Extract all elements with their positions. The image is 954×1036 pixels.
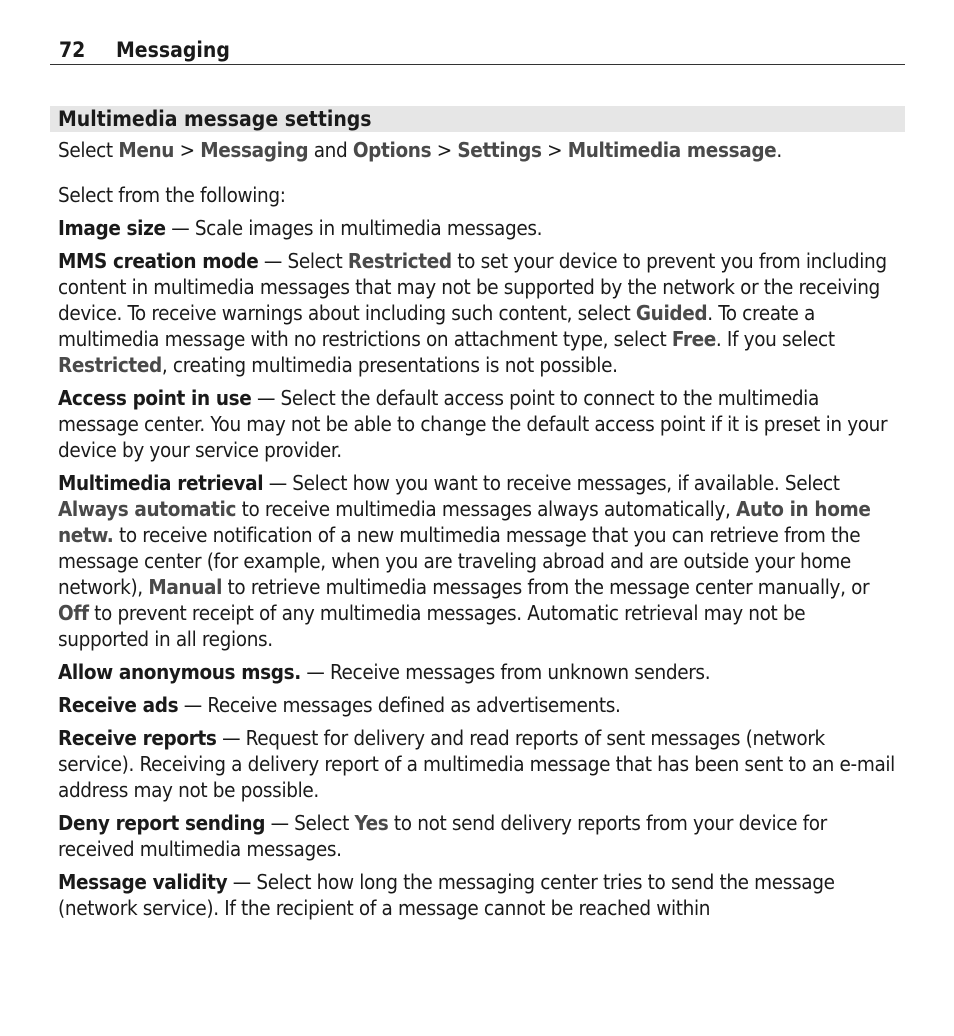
option-restricted: Restricted [58,353,162,377]
setting-receive-reports: Receive reports — Request for delivery and read reports of sent messages (network service). Receiving a delivery report of a multimedia message that has been sent to an e-mail address may not be possible. [58,726,895,802]
setting-term: Receive ads [58,693,179,717]
setting-message-validity: Message validity — Select how long the messaging center tries to send the message (network service). If the recipient of a message cannot be reached within [58,870,835,920]
setting-access-point: Access point in use — Select the default access point to connect to the multimedia message center. You may not be able to change the default access point if it is preset in your device by your service provider. [58,386,888,462]
option-guided: Guided [635,301,708,325]
setting-allow-anonymous: Allow anonymous msgs. — Receive messages from unknown senders. [58,660,711,684]
setting-term: Access point in use [58,386,252,410]
multimedia-message-option: Multimedia message [567,138,777,162]
setting-receive-ads: Receive ads — Receive messages defined as advertisements. [58,693,621,717]
setting-mms-creation-mode: MMS creation mode — Select Restricted to set your device to prevent you from including content in multimedia messages that may not be supported by the network or the receiving device. To receive warnings about including such content, select Guided. To create a multimedia message with no restrictions on attachment type, select Free. If you select Restricted, creating multimedia presentations is not possible. [58,249,887,377]
page-header [50,36,905,65]
section-title: Multimedia message settings [50,106,905,132]
setting-term: MMS creation mode [58,249,259,273]
option-restricted: Restricted [347,249,452,273]
section-body [58,137,900,928]
setting-term: Message validity [58,870,228,894]
setting-term: Receive reports [58,726,217,750]
intro-text: Select from the following: [58,183,286,207]
option-free: Free [671,327,716,351]
setting-image-size: Image size — Scale images in multimedia messages. [58,216,543,240]
option-manual: Manual [148,575,223,599]
navigation-path: Select Menu > Messaging and Options > Settings > Multimedia message. [58,138,782,162]
setting-term: Multimedia retrieval [58,471,264,495]
option-auto-in-home-netw: Auto in home netw. [58,497,871,547]
option-off: Off [58,601,89,625]
settings-option: Settings [457,138,542,162]
options-option: Options [352,138,432,162]
menu-option: Menu [118,138,175,162]
chapter-title: Messaging [116,38,230,62]
option-yes: Yes [354,811,389,835]
setting-term: Allow anonymous msgs. [58,660,301,684]
setting-term: Deny report sending [58,811,266,835]
setting-multimedia-retrieval: Multimedia retrieval — Select how you want to receive messages, if available. Select Always automatic to receive multimedia messages always automatically, Auto in home netw. to receive notification of a new multimedia message that you can retrieve from the message center (for example, when you are traveling abroad and are outside your home network), Manual to retrieve multimedia messages from the message center manually, or Off to prevent receipt of any multimedia messages. Automatic retrieval may not be supported in all regions. [58,471,871,651]
setting-deny-report-sending: Deny report sending — Select Yes to not send delivery reports from your device for received multimedia messages. [58,811,827,861]
page-number: 72 [59,38,86,62]
option-always-automatic: Always automatic [58,497,237,521]
setting-term: Image size [58,216,166,240]
messaging-option: Messaging [200,138,309,162]
